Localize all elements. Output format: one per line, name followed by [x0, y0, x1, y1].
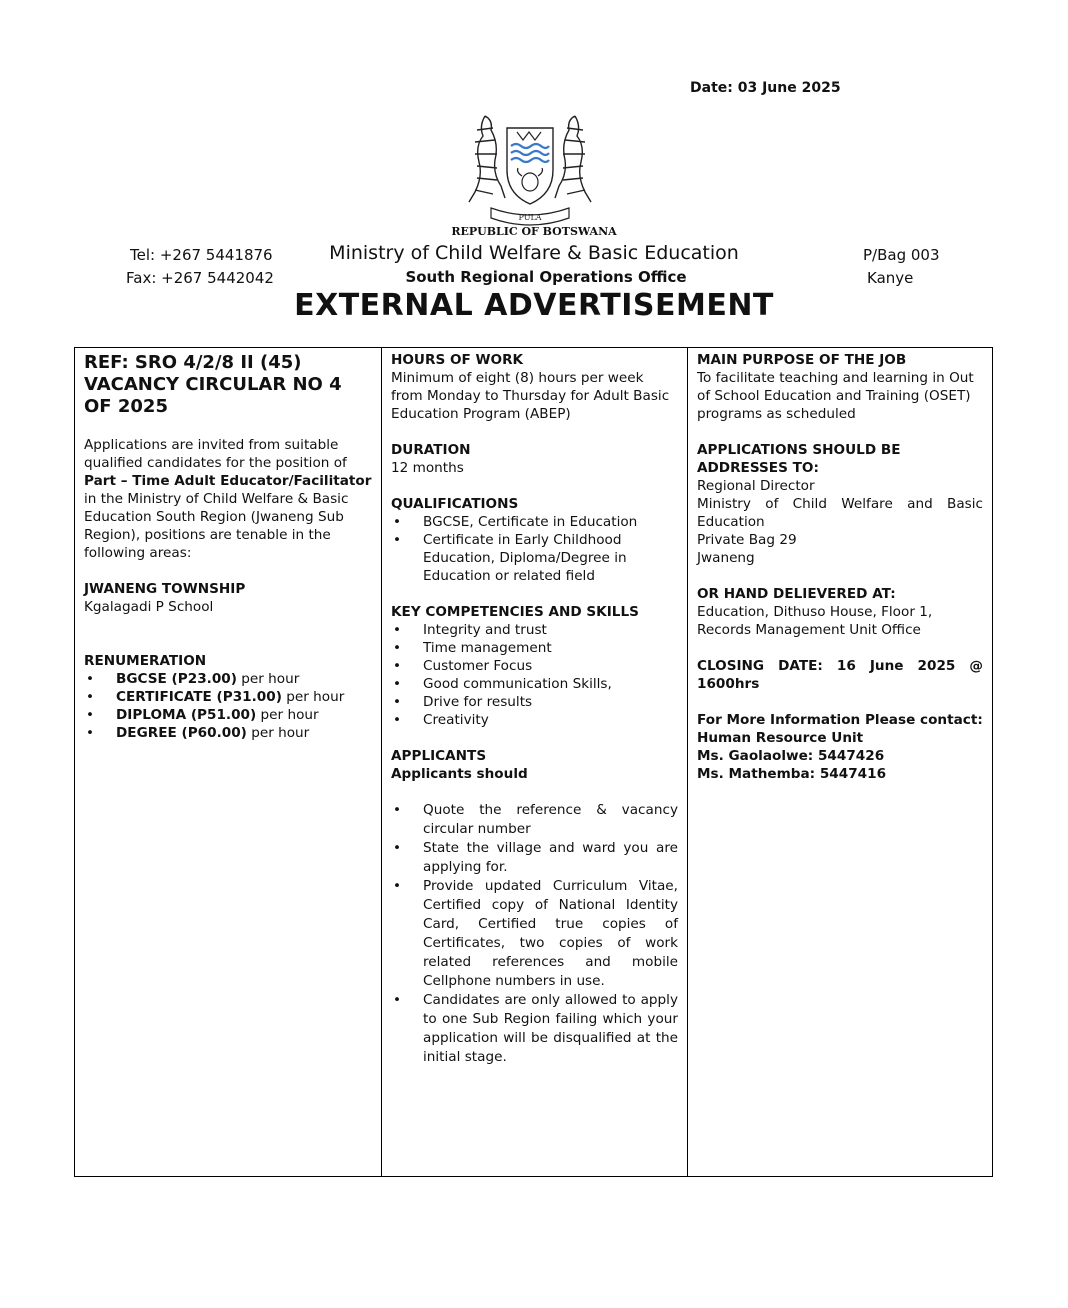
contact-person: Ms. Gaolaolwe: 5447426: [697, 748, 885, 764]
coat-of-arms-icon: [455, 108, 605, 228]
fax: Fax: +267 5442042: [126, 269, 274, 287]
position-title: Part – Time Adult Educator/Facilitator: [84, 473, 372, 489]
town: Kanye: [867, 269, 914, 287]
applicants-list: [391, 801, 678, 1067]
contact-unit: Human Resource Unit: [697, 730, 864, 746]
column-details: [75, 348, 382, 1176]
info-heading: For More Information Please contact:: [697, 712, 983, 728]
postal-bag: P/Bag 003: [863, 246, 940, 264]
purpose-heading: MAIN PURPOSE OF THE JOB: [697, 352, 907, 368]
hand-delivery-text: Education, Dithuso House, Floor 1, Records Management Unit Office: [697, 604, 933, 638]
svg-text:PULA: PULA: [518, 213, 542, 222]
page-title: EXTERNAL ADVERTISEMENT: [294, 288, 774, 323]
duration-heading: DURATION: [391, 442, 471, 458]
list-item: • Customer Focus: [391, 657, 678, 675]
area-school: Kgalagadi P School: [84, 599, 214, 615]
area-heading: JWANENG TOWNSHIP: [84, 581, 246, 597]
list-item: • BGCSE (P23.00) per hour: [84, 670, 372, 688]
list-item: • DIPLOMA (P51.00) per hour: [84, 706, 372, 724]
hours-text: Minimum of eight (8) hours per week from Monday to Thursday for Adult Basic Education Program (ABEP): [391, 370, 670, 422]
competencies-heading: KEY COMPETENCIES AND SKILLS: [391, 604, 639, 620]
address-heading: APPLICATIONS SHOULD BE ADDRESSES TO:: [697, 442, 901, 476]
list-item: • Integrity and trust: [391, 621, 678, 639]
address-line: Jwaneng: [697, 550, 755, 566]
column-requirements: [382, 348, 688, 1176]
list-item: • Time management: [391, 639, 678, 657]
column-application: [688, 348, 992, 1176]
address-line: Ministry of Child Welfare and Basic Education: [697, 496, 983, 530]
list-item: • Drive for results: [391, 693, 678, 711]
list-item: • DEGREE (P60.00) per hour: [84, 724, 372, 742]
renumeration-heading: RENUMERATION: [84, 653, 207, 669]
reference-number: REF: SRO 4/2/8 II (45) VACANCY CIRCULAR NO 4 OF 2025: [84, 352, 342, 417]
list-item: • Provide updated Curriculum Vitae, Certified copy of National Identity Card, Certified true copies of Certificates, two copies of work related references and mobile Cellphone numbers in use.: [391, 877, 678, 991]
applicants-subheading: Applicants should: [391, 766, 528, 782]
intro-paragraph: Applications are invited from suitable qualified candidates for the position of Part – Time Adult Educator/Facilitator in the Ministry of Child Welfare & Basic Education South Region (Jwaneng Sub Region), positions are tenable in the following areas:: [84, 437, 372, 561]
list-item: • Creativity: [391, 711, 678, 729]
document-date: Date: 03 June 2025: [690, 80, 841, 96]
list-item: • CERTIFICATE (P31.00) per hour: [84, 688, 372, 706]
competencies-list: [391, 621, 678, 729]
ministry-name: Ministry of Child Welfare & Basic Education: [329, 242, 739, 264]
republic-label: REPUBLIC OF BOTSWANA: [451, 225, 617, 238]
applicants-heading: APPLICANTS: [391, 748, 487, 764]
contact-person: Ms. Mathemba: 5447416: [697, 766, 887, 782]
list-item: • Quote the reference & vacancy circular number: [391, 801, 678, 839]
rates-list: [84, 670, 372, 742]
office-name: South Regional Operations Office: [405, 268, 687, 286]
hand-delivery-heading: OR HAND DELIEVERED AT:: [697, 586, 896, 602]
list-item: • State the village and ward you are applying for.: [391, 839, 678, 877]
duration-text: 12 months: [391, 460, 464, 476]
purpose-text: To facilitate teaching and learning in Out of School Education and Training (OSET) programs as scheduled: [697, 370, 974, 422]
address-line: Private Bag 29: [697, 532, 797, 548]
hours-heading: HOURS OF WORK: [391, 352, 524, 368]
closing-date: CLOSING DATE: 16 June 2025 @ 1600hrs: [697, 658, 983, 692]
list-item: • Certificate in Early Childhood Education, Diploma/Degree in Education or related field: [391, 531, 678, 585]
telephone: Tel: +267 5441876: [130, 246, 273, 264]
list-item: • BGCSE, Certificate in Education: [391, 513, 678, 531]
list-item: • Good communication Skills,: [391, 675, 678, 693]
address-line: Regional Director: [697, 478, 815, 494]
list-item: • Candidates are only allowed to apply to one Sub Region failing which your application will be disqualified at the initial stage.: [391, 991, 678, 1067]
qualifications-list: [391, 513, 678, 585]
qualifications-heading: QUALIFICATIONS: [391, 496, 519, 512]
vacancy-table: [74, 347, 993, 1177]
